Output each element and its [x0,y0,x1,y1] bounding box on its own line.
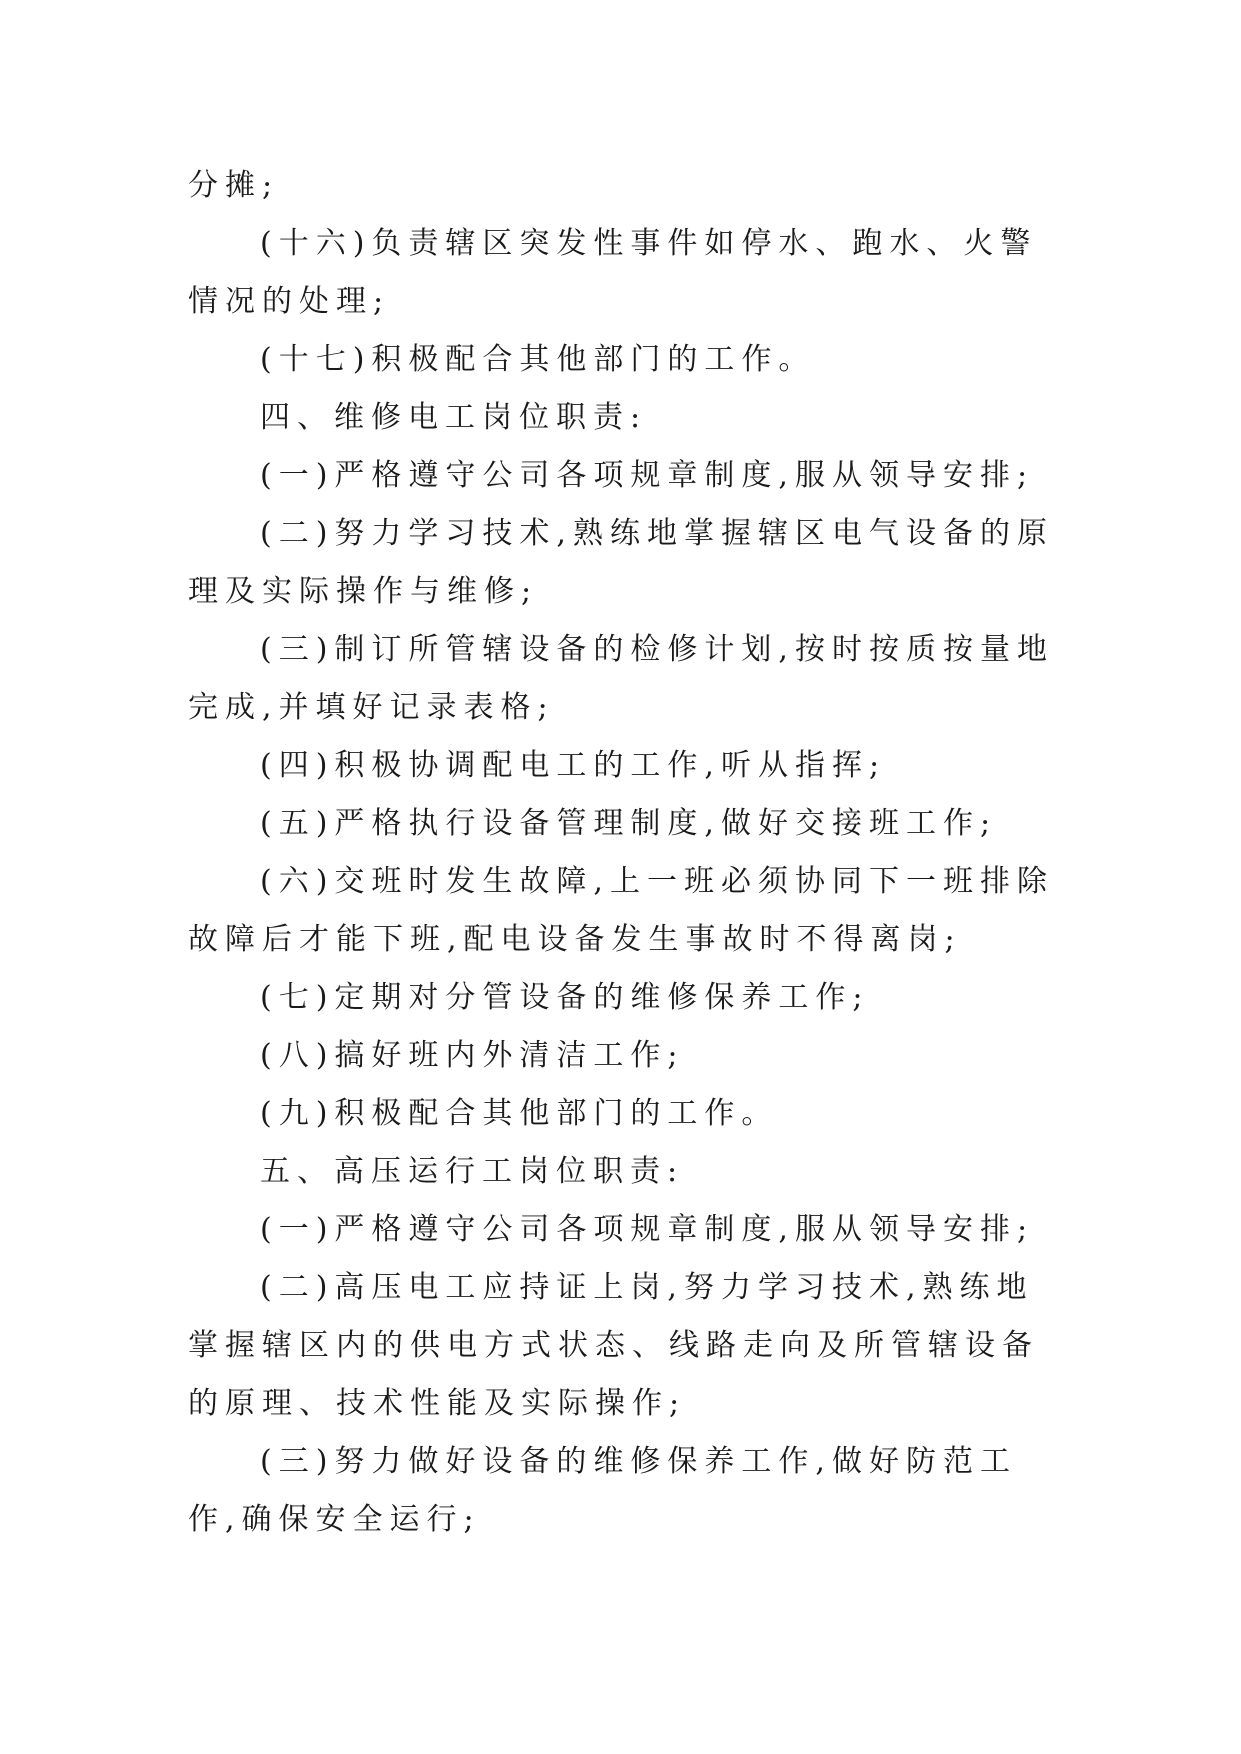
section-heading-high-voltage-operator: 五、高压运行工岗位职责: [260,1154,685,1189]
paragraph-item-5: (五)严格执行设备管理制度,做好交接班工作; [260,806,998,841]
paragraph-continuation: 分摊; [188,168,280,203]
paragraph-item-2: (二)努力学习技术,熟练地掌握辖区电气设备的原理及实际操作与维修; [188,516,1054,609]
paragraph-item-3: (三)努力做好设备的维修保养工作,做好防范工作,确保安全运行; [188,1444,1017,1537]
paragraph-item-3: (三)制订所管辖设备的检修计划,按时按质按量地完成,并填好记录表格; [188,632,1054,725]
section-heading-maintenance-electrician: 四、维修电工岗位职责: [260,400,648,435]
document-body [188,157,1060,1549]
paragraph-item-7: (七)定期对分管设备的维修保养工作; [260,980,870,1015]
paragraph-item-17: (十七)积极配合其他部门的工作。 [260,342,816,377]
paragraph-item-2: (二)高压电工应持证上岗,努力学习技术,熟练地掌握辖区内的供电方式状态、线路走向及所管辖设备的原理、技术性能及实际操作; [188,1270,1039,1421]
paragraph-item-1: (一)严格遵守公司各项规章制度,服从领导安排; [260,458,1035,493]
paragraph-item-16: (十六)负责辖区突发性事件如停水、跑水、火警情况的处理; [188,226,1038,319]
paragraph-item-4: (四)积极协调配电工的工作,听从指挥; [260,748,887,783]
paragraph-item-1: (一)严格遵守公司各项规章制度,服从领导安排; [260,1212,1035,1247]
paragraph-item-9: (九)积极配合其他部门的工作。 [260,1096,779,1131]
paragraph-item-8: (八)搞好班内外清洁工作; [260,1038,685,1073]
paragraph-item-6: (六)交班时发生故障,上一班必须协同下一班排除故障后才能下班,配电设备发生事故时不得离岗; [188,864,1054,957]
